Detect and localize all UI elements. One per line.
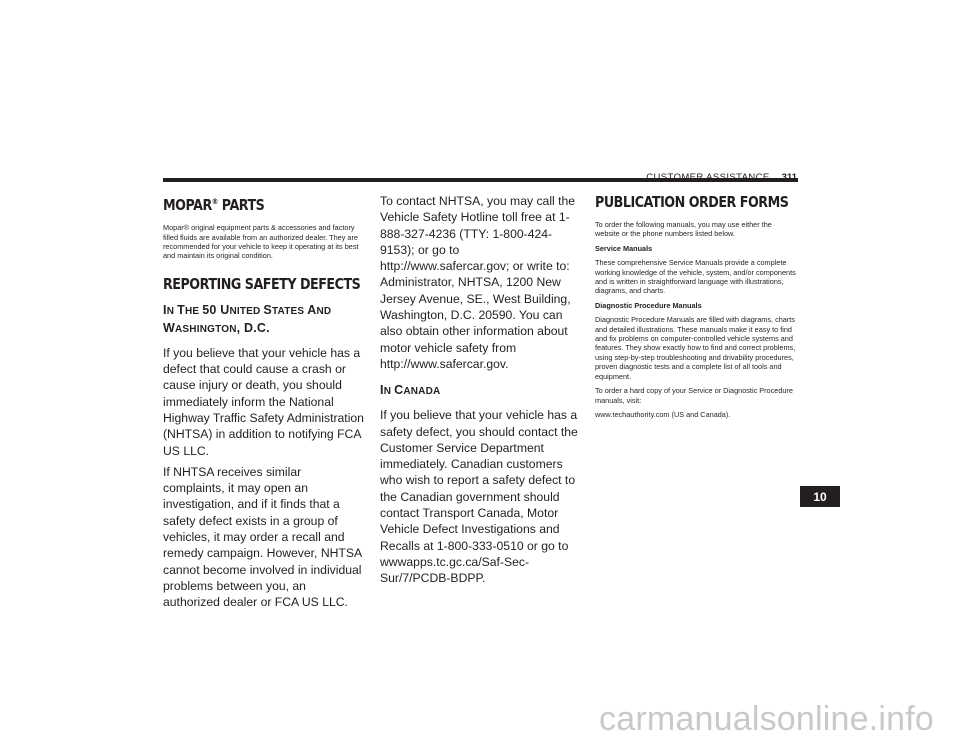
us-subheading: IN THE 50 UNITED STATES AND WASHINGTON, D.C. (163, 302, 332, 335)
techauthority-url: www.techauthority.com (US and Canada). (595, 409, 731, 419)
publication-heading: PUBLICATION ORDER FORMS (595, 193, 789, 211)
us-paragraph-3: To contact NHTSA, you may call the Vehicle Safety Hotline toll free at 1-888-327-4236 (TTY: 1-800-424-9153); or go to http://www.safercar.gov; or write to: Administrator, NHTSA, 1200 New Jersey Avenue, SE., West Building, Washington, D.C. 20590. You can also obtain other information about motor vehicle safety from http://www.safercar.gov. (380, 194, 576, 371)
chapter-tab: 10 (800, 486, 840, 507)
us-paragraph-1: If you believe that your vehicle has a defect that could cause a crash or cause injury or death, you should immediately inform the National Highway Traffic Safety Administration (NHTSA) in addition to notifying FCA US LLC. (163, 345, 364, 458)
page-number: 311 (781, 172, 797, 183)
canada-subheading: IN CANADA (380, 383, 441, 398)
service-manuals-label: Service Manuals (595, 243, 653, 253)
section-title: CUSTOMER ASSISTANCE (646, 172, 770, 183)
canada-paragraph: If you believe that your vehicle has a safety defect, you should contact the Customer Service Department immediately. Canadian customers who wish to report a safety defect to the Canadian government should contact Transport Canada, Motor Vehicle Defect Investigations and Recalls at 1-800-333-0510 or go to wwwapps.tc.gc.ca/Saf-Sec-Sur/7/PCDB-BDPP. (380, 408, 578, 586)
column-left (163, 193, 365, 616)
column-middle (380, 193, 580, 592)
page-header (646, 172, 797, 183)
publication-intro: To order the following manuals, you may use either the website or the phone numbers listed below. (595, 220, 772, 239)
mopar-parts-body: Mopar® original equipment parts & accessories and factory filled fluids are available from an authorized dealer. They are recommended for your vehicle to keep it operating at its best and maintain its original condition. (163, 223, 359, 261)
column-right (595, 193, 798, 424)
order-instructions: To order a hard copy of your Service or Diagnostic Procedure manuals, visit: (595, 386, 793, 405)
service-manuals-body: These comprehensive Service Manuals provide a complete working knowledge of the vehicle, system, and/or components and is written in straightforward language with illustrations, diagrams, and charts. (595, 258, 796, 296)
us-paragraph-2: If NHTSA receives similar complaints, it may open an investigation, and if it finds that a safety defect exists in a group of vehicles, it may order a recall and remedy campaign. However, NHTSA cannot become involved in individual problems between you, an authorized dealer or FCA US LLC. (163, 464, 362, 610)
mopar-parts-heading: MOPAR® PARTS (163, 196, 265, 215)
diagnostic-manuals-label: Diagnostic Procedure Manuals (595, 300, 702, 310)
watermark: carmanualsonline.info (599, 700, 934, 738)
safety-defects-heading: REPORTING SAFETY DEFECTS (163, 274, 361, 293)
diagnostic-manuals-body: Diagnostic Procedure Manuals are filled with diagrams, charts and detailed illustrations. These manuals make it easy to find and fix problems on computer-controlled vehicle systems and features. They show exactly how to find and correct problems, using step-by-step troubleshooting and drivability procedures, proven diagnostic tests and a complete list of all tools and equipment. (595, 315, 796, 381)
